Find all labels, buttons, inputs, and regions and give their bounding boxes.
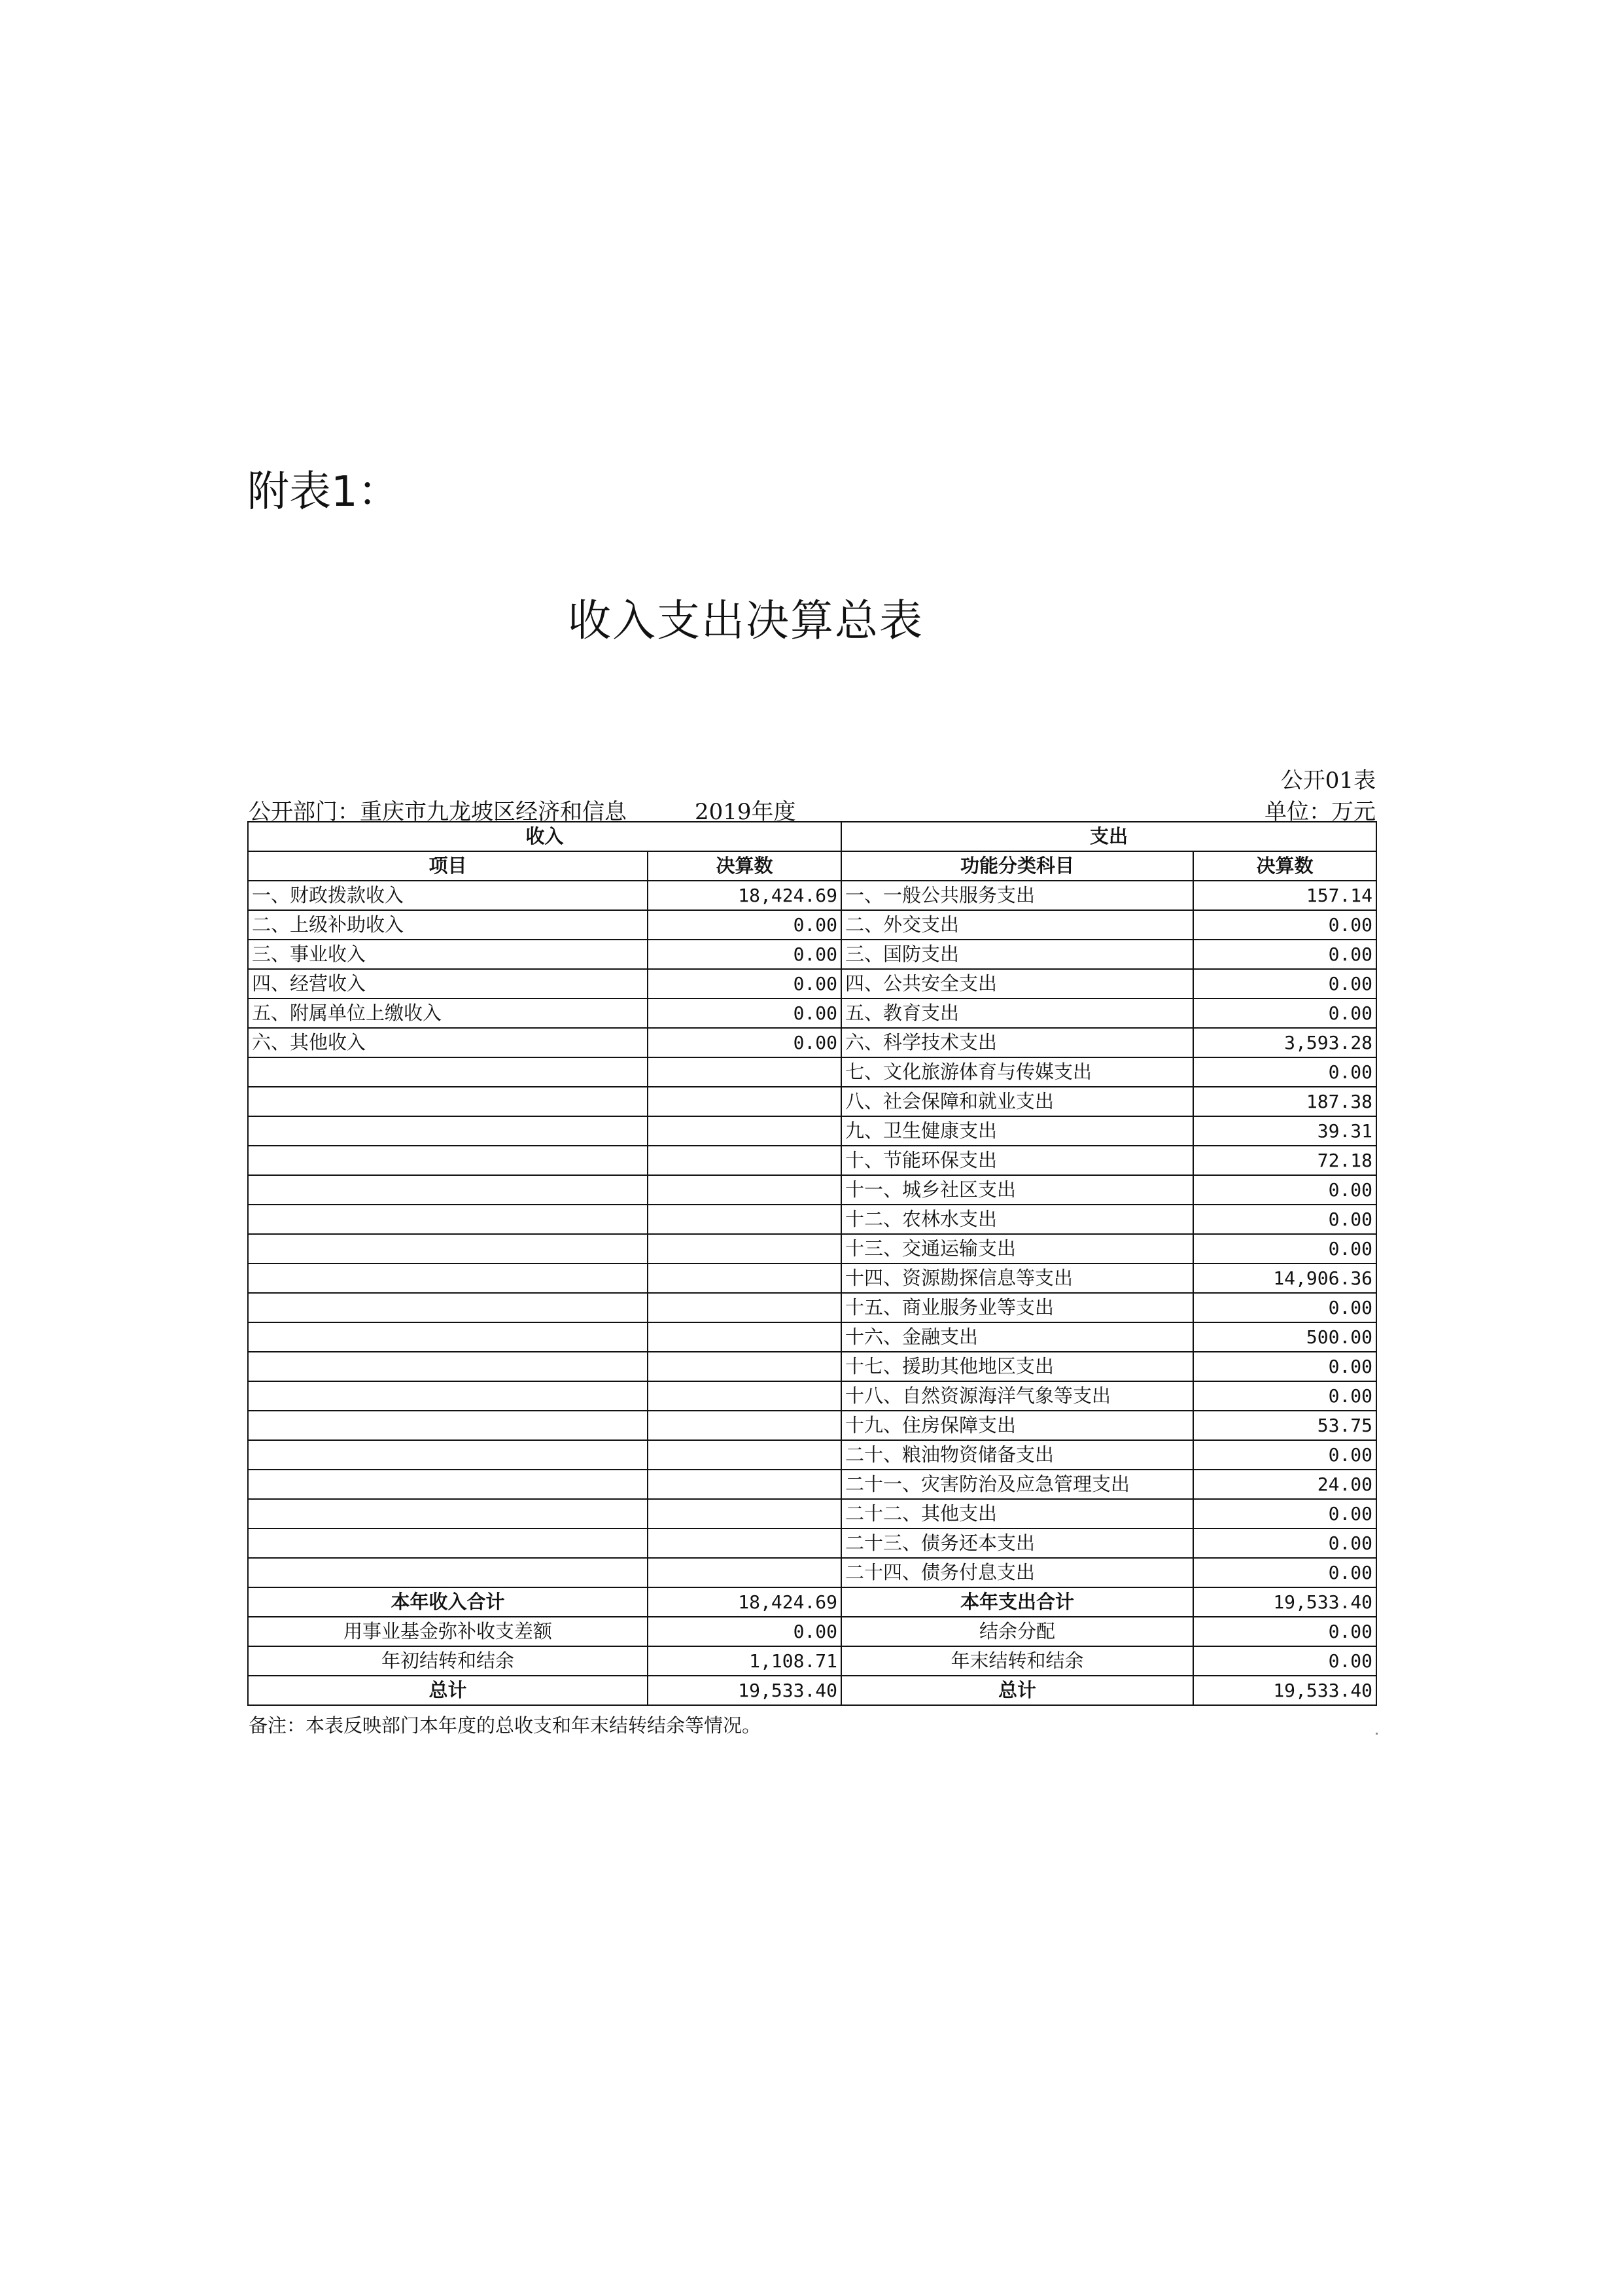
income-item-cell <box>248 1470 648 1499</box>
expense-amount-cell: 0.00 <box>1193 1440 1376 1470</box>
table-row <box>248 1087 1376 1116</box>
income-item-cell <box>248 1087 648 1116</box>
distribution-label: 结余分配 <box>841 1617 1193 1646</box>
expense-item-cell: 八、社会保障和就业支出 <box>841 1087 1193 1116</box>
end-balance-value: 0.00 <box>1193 1646 1376 1676</box>
income-total-value: 18,424.69 <box>648 1587 841 1617</box>
income-amount-cell <box>648 1175 841 1205</box>
income-amount-cell <box>648 1146 841 1175</box>
expense-amount-cell: 0.00 <box>1193 1499 1376 1528</box>
table-row <box>248 1028 1376 1057</box>
expense-item-cell: 十八、自然资源海洋气象等支出 <box>841 1381 1193 1411</box>
income-amount-cell <box>648 1116 841 1146</box>
grand-total-row <box>248 1676 1376 1705</box>
amount-column-header: 决算数 <box>648 851 841 881</box>
expense-item-cell: 十三、交通运输支出 <box>841 1234 1193 1263</box>
income-item-cell <box>248 1322 648 1352</box>
income-item-cell <box>248 1116 648 1146</box>
grand-total-label-right: 总计 <box>841 1676 1193 1705</box>
expense-item-cell: 二十二、其他支出 <box>841 1499 1193 1528</box>
expense-item-cell: 十七、援助其他地区支出 <box>841 1352 1193 1381</box>
expense-item-cell: 一、一般公共服务支出 <box>841 881 1193 910</box>
fund-distribution-row <box>248 1617 1376 1646</box>
income-expense-total-row <box>248 1587 1376 1617</box>
expense-item-cell: 六、科学技术支出 <box>841 1028 1193 1057</box>
income-item-cell: 二、上级补助收入 <box>248 910 648 940</box>
expense-amount-cell: 0.00 <box>1193 1528 1376 1558</box>
expense-amount-cell: 0.00 <box>1193 969 1376 998</box>
income-item-cell <box>248 1381 648 1411</box>
table-row <box>248 1263 1376 1293</box>
income-item-cell <box>248 1558 648 1587</box>
income-amount-cell: 0.00 <box>648 969 841 998</box>
table-row <box>248 1057 1376 1087</box>
item-column-header: 项目 <box>248 851 648 881</box>
income-amount-cell: 18,424.69 <box>648 881 841 910</box>
income-item-cell <box>248 1263 648 1293</box>
expense-amount-cell: 0.00 <box>1193 1175 1376 1205</box>
income-amount-cell <box>648 1234 841 1263</box>
fund-label: 用事业基金弥补收支差额 <box>248 1617 648 1646</box>
table-row <box>248 1499 1376 1528</box>
expense-item-cell: 十九、住房保障支出 <box>841 1411 1193 1440</box>
table-row <box>248 1116 1376 1146</box>
expense-amount-cell: 0.00 <box>1193 1293 1376 1322</box>
expense-amount-cell: 14,906.36 <box>1193 1263 1376 1293</box>
expense-item-cell: 十二、农林水支出 <box>841 1205 1193 1234</box>
expense-group-header: 支出 <box>841 822 1376 851</box>
expense-amount-cell: 187.38 <box>1193 1087 1376 1116</box>
expense-amount-cell: 0.00 <box>1193 1352 1376 1381</box>
income-amount-cell <box>648 1440 841 1470</box>
expense-amount-cell: 0.00 <box>1193 998 1376 1028</box>
table-row <box>248 1293 1376 1322</box>
attachment-title: 附表1： <box>247 468 400 516</box>
income-amount-cell: 0.00 <box>648 940 841 969</box>
expense-amount-cell: 0.00 <box>1193 1057 1376 1087</box>
amount-column-header-2: 决算数 <box>1193 851 1376 881</box>
year-label: 2019年度 <box>695 799 796 825</box>
table-row <box>248 1234 1376 1263</box>
expense-item-cell: 七、文化旅游体育与传媒支出 <box>841 1057 1193 1087</box>
grand-total-left: 19,533.40 <box>648 1676 841 1705</box>
expense-item-cell: 二十一、灾害防治及应急管理支出 <box>841 1470 1193 1499</box>
expense-item-cell: 十一、城乡社区支出 <box>841 1175 1193 1205</box>
expense-item-cell: 九、卫生健康支出 <box>841 1116 1193 1146</box>
page-title: 收入支出决算总表 <box>568 595 924 646</box>
income-item-cell <box>248 1146 648 1175</box>
income-item-cell: 四、经营收入 <box>248 969 648 998</box>
income-item-cell <box>248 1175 648 1205</box>
expense-amount-cell: 0.00 <box>1193 1234 1376 1263</box>
table-row <box>248 969 1376 998</box>
expense-item-cell: 二十四、债务付息支出 <box>841 1558 1193 1587</box>
unit-label: 单位：万元 <box>1265 799 1376 825</box>
income-amount-cell <box>648 1352 841 1381</box>
income-amount-cell <box>648 1381 841 1411</box>
expense-amount-cell: 0.00 <box>1193 910 1376 940</box>
table-row <box>248 998 1376 1028</box>
begin-balance-label: 年初结转和结余 <box>248 1646 648 1676</box>
income-amount-cell <box>648 1322 841 1352</box>
table-row <box>248 940 1376 969</box>
expense-amount-cell: 0.00 <box>1193 1205 1376 1234</box>
income-amount-cell <box>648 1205 841 1234</box>
income-item-cell <box>248 1499 648 1528</box>
table-row <box>248 1146 1376 1175</box>
income-item-cell: 五、附属单位上缴收入 <box>248 998 648 1028</box>
income-item-cell: 六、其他收入 <box>248 1028 648 1057</box>
expense-amount-cell: 72.18 <box>1193 1146 1376 1175</box>
income-group-header: 收入 <box>248 822 841 851</box>
expense-item-cell: 十五、商业服务业等支出 <box>841 1293 1193 1322</box>
grand-total-right: 19,533.40 <box>1193 1676 1376 1705</box>
department-label: 公开部门：重庆市九龙坡区经济和信息 <box>249 799 627 825</box>
income-amount-cell: 0.00 <box>648 1028 841 1057</box>
table-row <box>248 881 1376 910</box>
begin-balance-value: 1,108.71 <box>648 1646 841 1676</box>
expense-amount-cell: 0.00 <box>1193 1558 1376 1587</box>
income-amount-cell <box>648 1293 841 1322</box>
table-row <box>248 1558 1376 1587</box>
expense-item-cell: 二、外交支出 <box>841 910 1193 940</box>
table-column-header-row <box>248 851 1376 881</box>
expense-item-cell: 五、教育支出 <box>841 998 1193 1028</box>
expense-amount-cell: 0.00 <box>1193 1381 1376 1411</box>
income-item-cell <box>248 1528 648 1558</box>
expense-item-cell: 十四、资源勘探信息等支出 <box>841 1263 1193 1293</box>
distribution-value: 0.00 <box>1193 1617 1376 1646</box>
expense-item-cell: 十、节能环保支出 <box>841 1146 1193 1175</box>
table-row <box>248 1352 1376 1381</box>
income-amount-cell <box>648 1558 841 1587</box>
expense-item-cell: 四、公共安全支出 <box>841 969 1193 998</box>
income-amount-cell: 0.00 <box>648 998 841 1028</box>
expense-item-cell: 十六、金融支出 <box>841 1322 1193 1352</box>
income-amount-cell <box>648 1470 841 1499</box>
expense-amount-cell: 39.31 <box>1193 1116 1376 1146</box>
expense-amount-cell: 0.00 <box>1193 940 1376 969</box>
income-item-cell: 一、财政拨款收入 <box>248 881 648 910</box>
income-amount-cell: 0.00 <box>648 910 841 940</box>
income-item-cell <box>248 1411 648 1440</box>
table-group-header-row <box>248 822 1376 851</box>
income-item-cell <box>248 1293 648 1322</box>
expense-amount-cell: 24.00 <box>1193 1470 1376 1499</box>
table-row <box>248 1411 1376 1440</box>
income-expense-table <box>247 821 1377 1706</box>
income-amount-cell <box>648 1499 841 1528</box>
income-item-cell <box>248 1234 648 1263</box>
expense-total-label: 本年支出合计 <box>841 1587 1193 1617</box>
income-item-cell <box>248 1205 648 1234</box>
income-item-cell: 三、事业收入 <box>248 940 648 969</box>
expense-amount-cell: 53.75 <box>1193 1411 1376 1440</box>
expense-item-cell: 二十三、债务还本支出 <box>841 1528 1193 1558</box>
income-amount-cell <box>648 1528 841 1558</box>
fund-value: 0.00 <box>648 1617 841 1646</box>
table-row <box>248 1470 1376 1499</box>
function-item-column-header: 功能分类科目 <box>841 851 1193 881</box>
expense-item-cell: 三、国防支出 <box>841 940 1193 969</box>
carryover-row <box>248 1646 1376 1676</box>
income-amount-cell <box>648 1087 841 1116</box>
stray-mark <box>1376 1733 1378 1735</box>
income-amount-cell <box>648 1411 841 1440</box>
grand-total-label-left: 总计 <box>248 1676 648 1705</box>
table-row <box>248 1205 1376 1234</box>
table-row <box>248 1440 1376 1470</box>
income-amount-cell <box>648 1263 841 1293</box>
income-total-label: 本年收入合计 <box>248 1587 648 1617</box>
expense-amount-cell: 500.00 <box>1193 1322 1376 1352</box>
expense-item-cell: 二十、粮油物资储备支出 <box>841 1440 1193 1470</box>
income-item-cell <box>248 1352 648 1381</box>
expense-amount-cell: 3,593.28 <box>1193 1028 1376 1057</box>
expense-total-value: 19,533.40 <box>1193 1587 1376 1617</box>
income-amount-cell <box>648 1057 841 1087</box>
end-balance-label: 年末结转和结余 <box>841 1646 1193 1676</box>
table-row <box>248 1381 1376 1411</box>
income-item-cell <box>248 1057 648 1087</box>
form-code: 公开01表 <box>1280 768 1376 794</box>
table-row <box>248 910 1376 940</box>
income-item-cell <box>248 1440 648 1470</box>
footnote: 备注：本表反映部门本年度的总收支和年末结转结余等情况。 <box>249 1714 761 1737</box>
table-row <box>248 1528 1376 1558</box>
table-row <box>248 1175 1376 1205</box>
expense-amount-cell: 157.14 <box>1193 881 1376 910</box>
table-row <box>248 1322 1376 1352</box>
